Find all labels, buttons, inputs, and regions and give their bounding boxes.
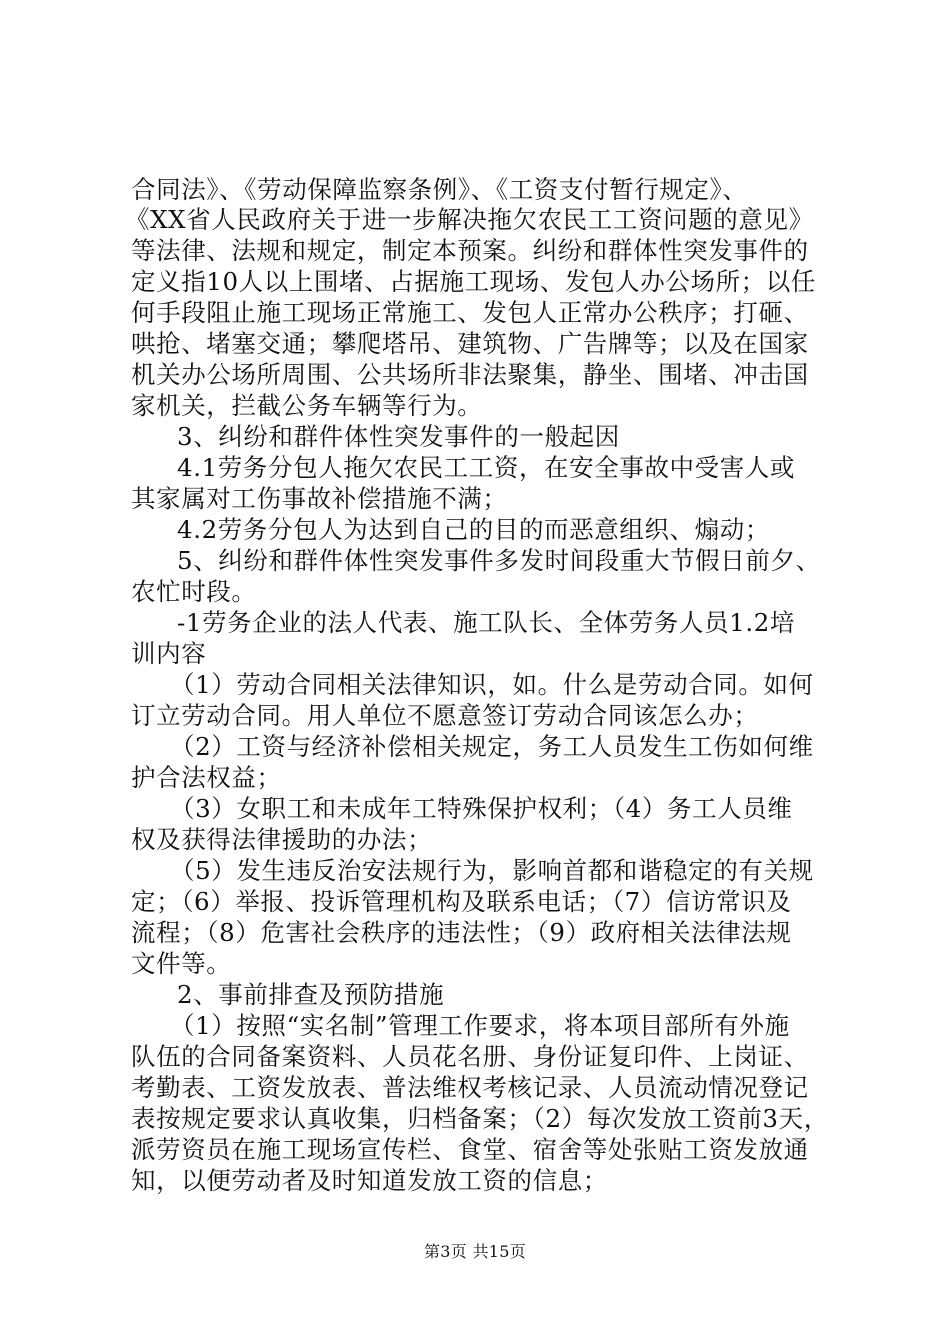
text-line-6: 哄抢、堵塞交通；攀爬塔吊、建筑物、广告牌等；以及在国家 [131,329,809,358]
page-number-footer: 第3页 共15页 [423,1242,527,1261]
text-line-18: 订立劳动合同。用人单位不愿意签订劳动合同该怎么办； [131,701,759,730]
text-line-13: 5、纠纷和群件体性突发事件多发时间段重大节假日前夕、 [177,546,821,575]
text-line-23: （5）发生违反治安法规行为，影响首都和谐稳定的有关规 [170,856,814,885]
text-line-8: 家机关，拦截公务车辆等行为。 [131,391,483,420]
text-line-31: 表按规定要求认真收集，归档备案；（2）每次发放工资前3天， [131,1104,829,1133]
text-line-30: 考勤表、工资发放表、普法维权考核记录、人员流动情况登记 [131,1073,809,1102]
text-line-9: 3、纠纷和群件体性突发事件的一般起因 [177,422,620,451]
text-line-7: 机关办公场所周围、公共场所非法聚集，静坐、围堵、冲击国 [131,360,809,389]
text-line-14: 农忙时段。 [131,577,257,606]
text-line-17: （1）劳动合同相关法律知识，如。什么是劳动合同。如何 [170,670,814,699]
text-line-29: 队伍的合同备案资料、人员花名册、身份证复印件、上岗证、 [131,1042,809,1071]
text-line-22: 权及获得法律援助的办法； [131,825,433,854]
text-line-10: 4.1劳务分包人拖欠农民工工资，在安全事故中受害人或 [177,453,796,482]
text-line-26: 文件等。 [131,949,232,978]
text-line-12: 4.2劳务分包人为达到自己的目的而恶意组织、煽动； [177,515,770,544]
text-line-3: 等法律、法规和规定，制定本预案。纠纷和群体性突发事件的 [131,236,809,265]
text-line-19: （2）工资与经济补偿相关规定，务工人员发生工伤如何维 [170,732,814,761]
text-line-15: -1劳务企业的法人代表、施工队长、全体劳务人员1.2培 [177,608,796,637]
text-line-28: （1）按照“实名制”管理工作要求，将本项目部所有外施 [170,1011,790,1040]
text-line-33: 知，以便劳动者及时知道发放工资的信息； [131,1166,608,1195]
text-line-25: 流程；（8）危害社会秩序的违法性；（9）政府相关法律法规 [131,918,792,947]
text-line-1: 合同法》、《劳动保障监察条例》、《工资支付暂行规定》、 [131,175,748,204]
text-line-20: 护合法权益； [131,763,282,792]
text-line-11: 其家属对工伤事故补偿措施不满； [131,484,508,513]
text-line-24: 定；（6）举报、投诉管理机构及联系电话；（7）信访常识及 [131,887,792,916]
text-line-32: 派劳资员在施工现场宣传栏、食堂、宿舍等处张贴工资发放通 [131,1135,809,1164]
text-line-16: 训内容 [131,639,207,668]
text-line-21: （3）女职工和未成年工特殊保护权利；（4）务工人员维 [170,794,793,823]
text-line-27: 2、事前排查及预防措施 [177,980,445,1009]
text-line-4: 定义指10人以上围堵、占据施工现场、发包人办公场所；以任 [131,267,816,296]
text-line-2: 《XX省人民政府关于进一步解决拖欠农民工工资问题的意见》 [125,205,814,234]
text-line-5: 何手段阻止施工现场正常施工、发包人正常办公秩序；打砸、 [131,298,809,327]
